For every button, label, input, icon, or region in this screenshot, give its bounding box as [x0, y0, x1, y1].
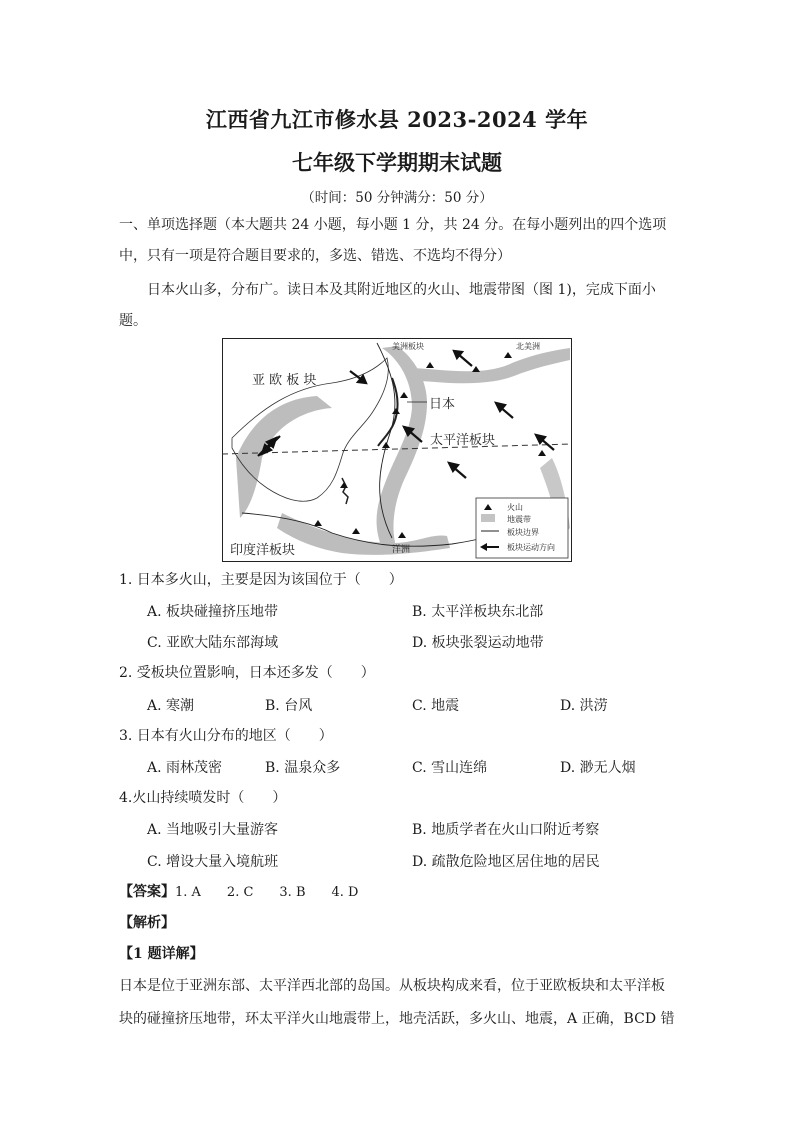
exam-subtitle: （时间：50 分钟满分：50 分）: [301, 190, 493, 206]
answer-label: 【答案】: [119, 884, 175, 900]
question-3-stem: 3. 日本有火山分布的地区（ ）: [119, 728, 333, 744]
map-label-america-plate: 美洲板块: [392, 342, 424, 351]
map-label-eurasia-plate: 亚 欧 板 块: [252, 373, 317, 388]
q4-option-a[interactable]: A. 当地吸引大量游客: [147, 822, 279, 838]
exam-title-line1: 江西省九江市修水县 2023-2024 学年: [205, 107, 589, 132]
legend-motion: 板块运动方向: [507, 543, 555, 552]
q2-option-b[interactable]: B. 台风: [265, 698, 313, 714]
japan-volcano-earthquake-map: [222, 338, 572, 562]
map-legend: [476, 498, 568, 558]
detail-text: 日本是位于亚洲东部、太平洋西北部的岛国。从板块构成来看，位于亚欧板块和太平洋板: [119, 978, 665, 994]
answer-line: [119, 882, 679, 903]
legend-quake-belt: 地震带: [507, 515, 531, 524]
legend-quake-icon: [481, 514, 495, 522]
q2-option-a[interactable]: A. 寒潮: [147, 698, 195, 714]
map-label-japan: 日本: [429, 397, 456, 412]
q3-option-a[interactable]: A. 雨林茂密: [147, 760, 223, 776]
q4-option-d[interactable]: D. 疏散危险地区居住地的居民: [412, 854, 600, 870]
section-heading: 一、单项选择题（本大题共 24 小题，每小题 1 分，共 24 分。在每小题列出的四个选项: [119, 217, 667, 233]
exam-title-line2: 七年级下学期期末试题: [292, 150, 502, 175]
analysis-label: 【解析】: [119, 915, 175, 931]
q2-option-d[interactable]: D. 洪涝: [560, 698, 608, 714]
q1-option-b[interactable]: B. 太平洋板块东北部: [412, 604, 544, 620]
q3-option-d[interactable]: D. 渺无人烟: [560, 760, 636, 776]
q3-option-c[interactable]: C. 雪山连绵: [412, 760, 488, 776]
map-label-indian-plate: 印度洋板块: [230, 543, 296, 558]
detail-label: 【1 题详解】: [119, 946, 204, 962]
legend-volcano: 火山: [507, 503, 523, 512]
q3-option-b[interactable]: B. 温泉众多: [265, 760, 341, 776]
legend-boundary: 板块边界: [507, 528, 539, 537]
answer-text: 1. A 2. C 3. B 4. D: [175, 885, 359, 900]
section-heading-cont: 中，只有一项是符合题目要求的，多选、错选、不选均不得分）: [119, 248, 511, 264]
map-label-pacific-plate: 太平洋板块: [430, 433, 496, 448]
map-label-oceania: 洋洲: [392, 545, 411, 555]
q4-option-c[interactable]: C. 增设大量入境航班: [147, 854, 279, 870]
map-label-north-america: 北美洲: [516, 342, 540, 351]
intro-text: 日本火山多，分布广。读日本及其附近地区的火山、地震带图（图 1)，完成下面小: [147, 282, 656, 298]
q4-option-b[interactable]: B. 地质学者在火山口附近考察: [412, 822, 600, 838]
question-1-stem: 1. 日本多火山，主要是因为该国位于（ ）: [119, 572, 403, 588]
intro-text-cont: 题。: [119, 313, 147, 329]
q1-option-c[interactable]: C. 亚欧大陆东部海域: [147, 635, 279, 651]
detail-text-cont: 块的碰撞挤压地带，环太平洋火山地震带上，地壳活跃，多火山、地震，A 正确，BCD 错: [119, 1011, 675, 1027]
q1-option-a[interactable]: A. 板块碰撞挤压地带: [147, 604, 279, 620]
q2-option-c[interactable]: C. 地震: [412, 698, 460, 714]
question-4-stem: 4.火山持续喷发时（ ）: [119, 790, 287, 806]
q1-option-d[interactable]: D. 板块张裂运动地带: [412, 635, 544, 651]
question-2-stem: 2. 受板块位置影响，日本还多发（ ）: [119, 665, 375, 681]
